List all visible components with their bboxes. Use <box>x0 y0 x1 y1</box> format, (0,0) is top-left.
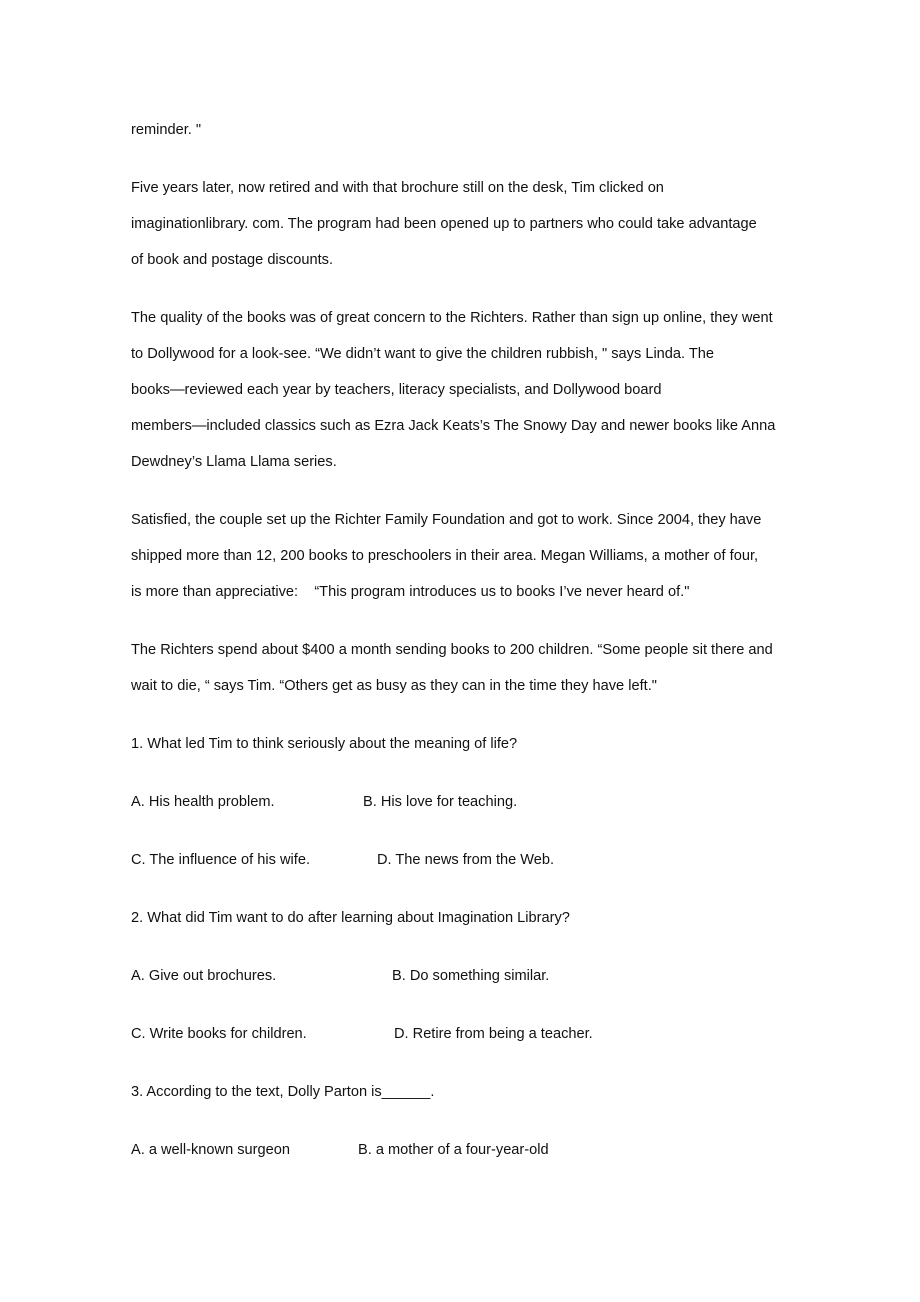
paragraph-line: Satisfied, the couple set up the Richter Family Foundation and got to work. Since 2004, they have <box>131 512 762 528</box>
paragraph-line: books—reviewed each year by teachers, literacy specialists, and Dollywood board <box>131 382 662 398</box>
paragraph-line: The quality of the books was of great concern to the Richters. Rather than sign up online, they went <box>131 310 773 326</box>
paragraph-line: wait to die, “ says Tim. “Others get as busy as they can in the time they have left." <box>131 678 657 694</box>
option-a: A. Give out brochures. <box>131 968 277 984</box>
question-2: 2. What did Tim want to do after learning about Imagination Library? <box>131 910 570 926</box>
option-b: B. His love for teaching. <box>363 794 518 810</box>
paragraph-line: shipped more than 12, 200 books to preschoolers in their area. Megan Williams, a mother of four, <box>131 548 759 564</box>
option-a: A. His health problem. <box>131 794 275 810</box>
option-d: D. Retire from being a teacher. <box>394 1026 593 1042</box>
paragraph-line: to Dollywood for a look-see. “We didn’t want to give the children rubbish, " says Linda. The <box>131 346 715 362</box>
question-3: 3. According to the text, Dolly Parton is______. <box>131 1084 435 1100</box>
paragraph-line: reminder. " <box>131 122 202 138</box>
paragraph-line: members—included classics such as Ezra Jack Keats’s The Snowy Day and newer books like Anna <box>131 418 776 434</box>
paragraph-line: is more than appreciative: “This program introduces us to books I’ve never heard of." <box>131 584 690 600</box>
option-c: C. The influence of his wife. <box>131 852 311 868</box>
paragraph-line: Dewdney’s Llama Llama series. <box>131 454 337 470</box>
option-b: B. a mother of a four-year-old <box>358 1142 549 1158</box>
option-c: C. Write books for children. <box>131 1026 307 1042</box>
paragraph-line: of book and postage discounts. <box>131 252 334 268</box>
option-d: D. The news from the Web. <box>377 852 555 868</box>
option-b: B. Do something similar. <box>392 968 550 984</box>
paragraph-line: Five years later, now retired and with that brochure still on the desk, Tim clicked on <box>131 180 664 196</box>
paragraph-line: imaginationlibrary. com. The program had been opened up to partners who could take advantage <box>131 216 757 232</box>
paragraph-line: The Richters spend about $400 a month sending books to 200 children. “Some people sit there and <box>131 642 773 658</box>
question-1: 1. What led Tim to think seriously about the meaning of life? <box>131 736 518 752</box>
option-a: A. a well-known surgeon <box>131 1142 290 1158</box>
